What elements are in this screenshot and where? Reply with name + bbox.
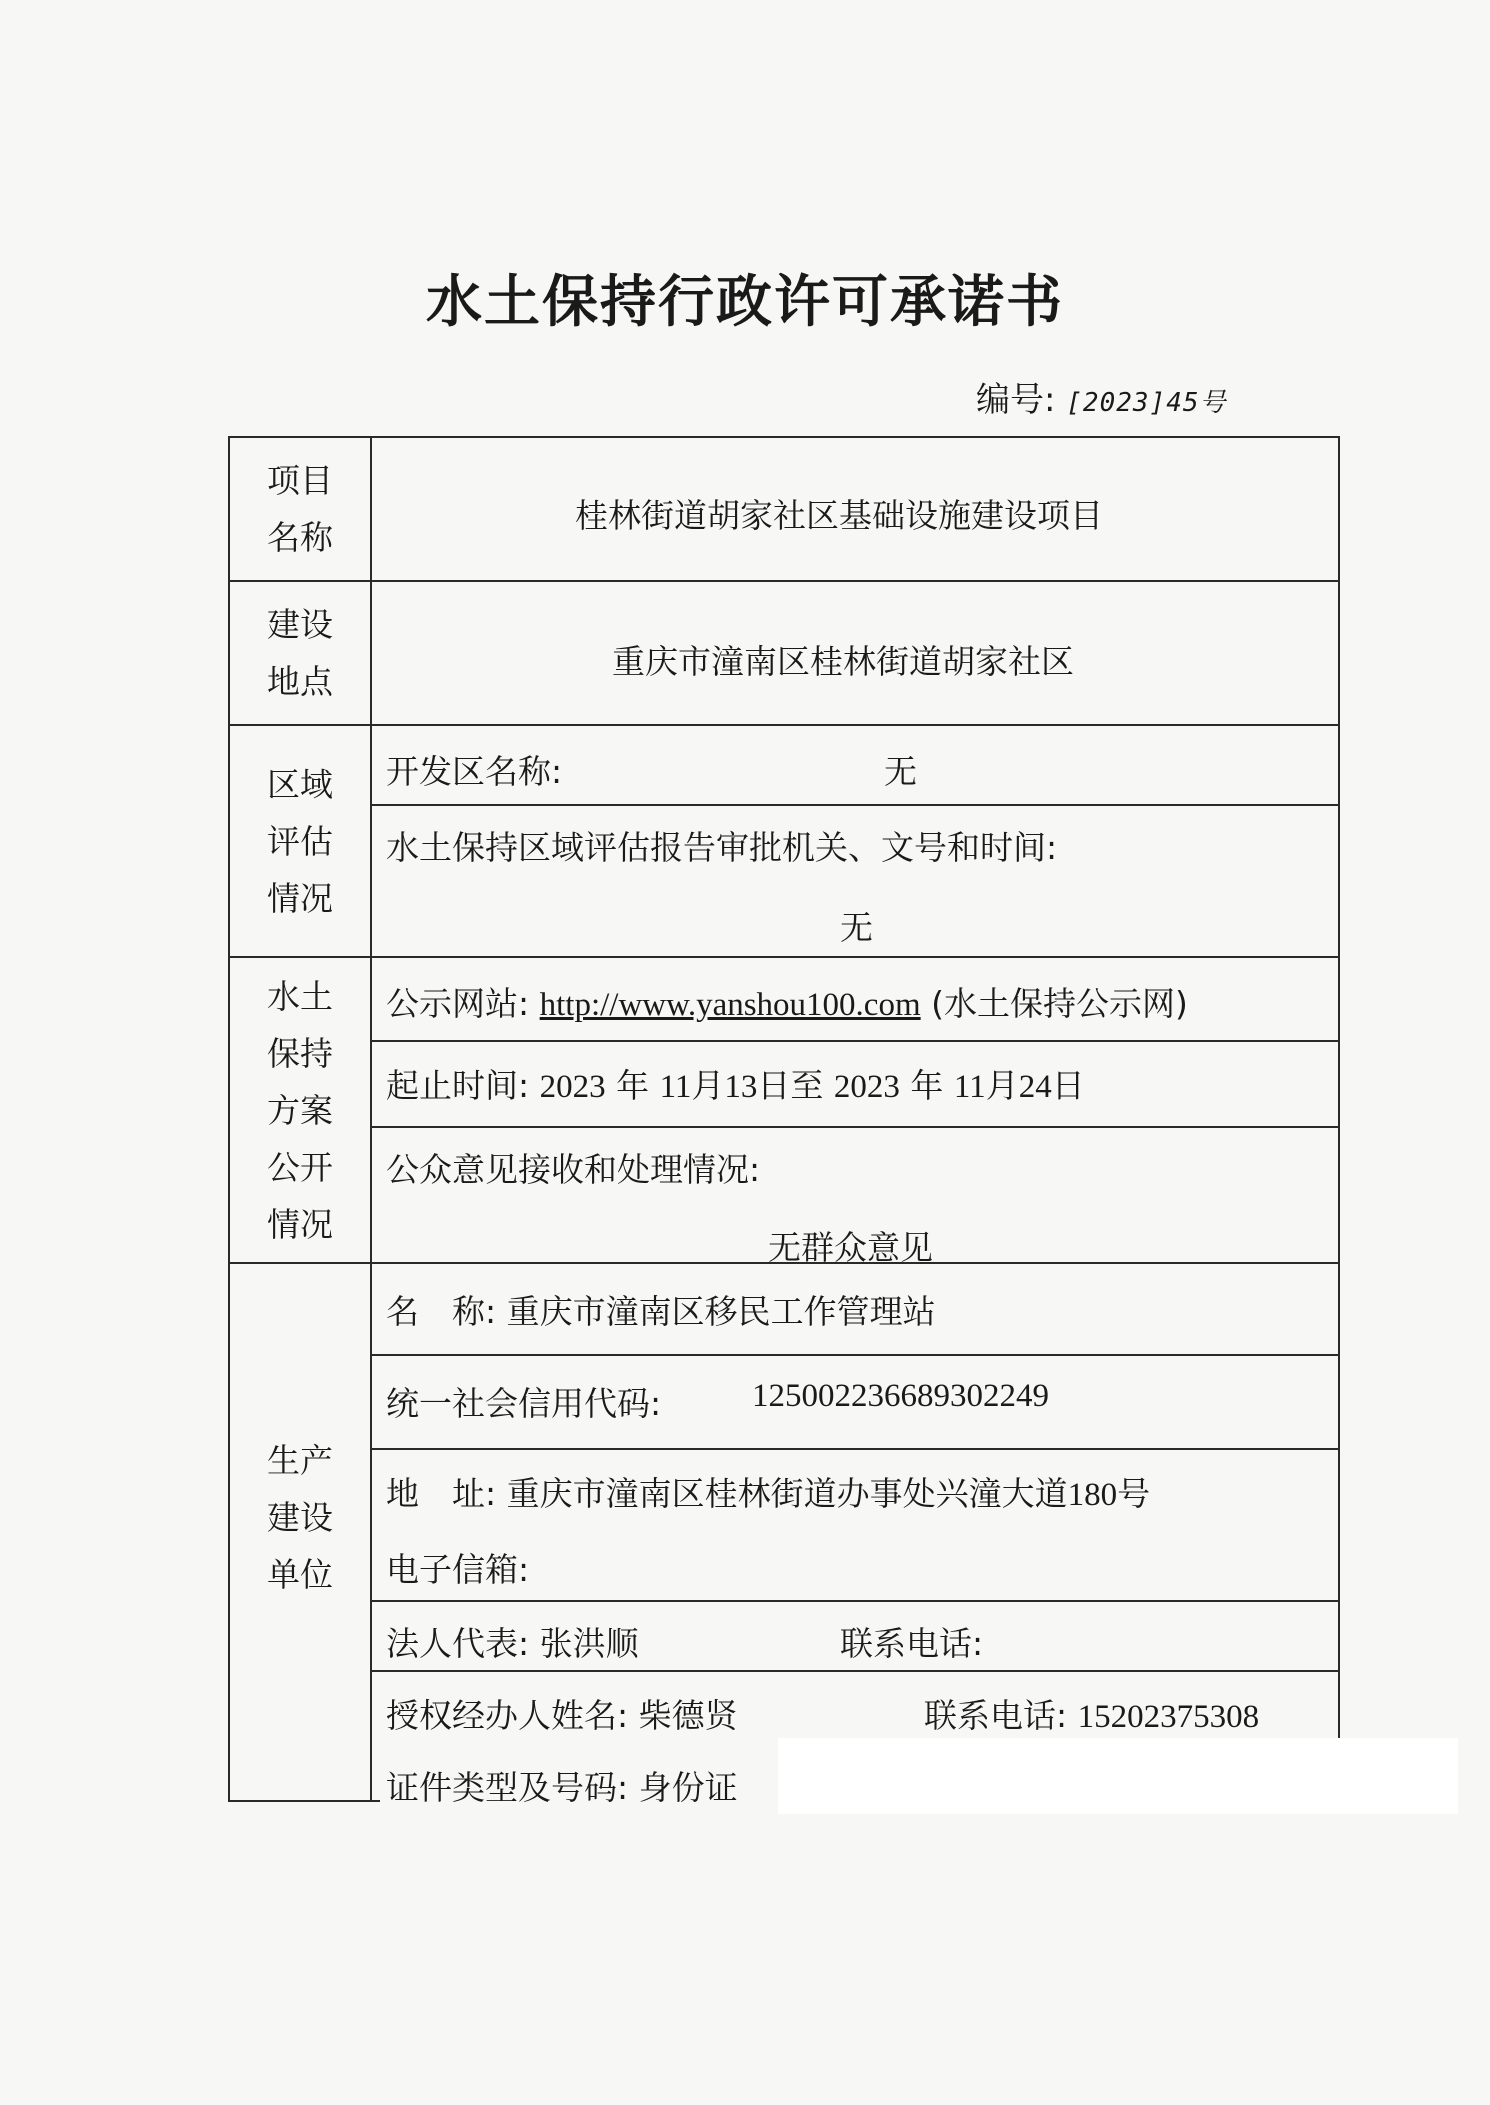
row-divider xyxy=(370,1040,1340,1042)
project-name-value: 桂林街道胡家社区基础设施建设项目 xyxy=(575,496,1103,535)
legal-phone-label: 联系电话: xyxy=(840,1624,984,1663)
label-publicity: 水土 保持 方案 公开 情况 xyxy=(267,977,333,1244)
row-divider xyxy=(370,804,1340,806)
serial-value: [2023]45号 xyxy=(1066,388,1227,418)
table-column-divider xyxy=(370,436,372,1801)
label-region: 区域 评估 情况 xyxy=(267,765,333,918)
unit-name: 名 称: 重庆市潼南区移民工作管理站 xyxy=(386,1292,936,1331)
row-divider xyxy=(228,724,1340,726)
agent-name: 授权经办人姓名: 柴德贤 xyxy=(386,1696,738,1735)
legal-rep: 法人代表: 张洪顺 xyxy=(386,1624,639,1663)
dev-zone-label: 开发区名称: xyxy=(386,752,563,791)
opinion-value: 无群众意见 xyxy=(768,1228,933,1267)
label-unit: 生产 建设 单位 xyxy=(267,1441,333,1594)
row-divider xyxy=(370,1600,1340,1602)
row-divider xyxy=(370,1670,1340,1672)
row-divider xyxy=(228,580,1340,582)
label-site: 建设 地点 xyxy=(267,605,333,701)
row-divider xyxy=(370,1354,1340,1356)
publicity-period: 起止时间: 2023 年 11月13日至 2023 年 11月24日 xyxy=(386,1066,1085,1105)
id-document: 证件类型及号码: 身份证 xyxy=(386,1768,738,1807)
row-divider xyxy=(228,956,1340,958)
agent-phone: 联系电话: 15202375308 xyxy=(924,1696,1260,1735)
dev-zone-value: 无 xyxy=(884,752,917,791)
credit-label: 统一社会信用代码: xyxy=(386,1384,662,1423)
publicity-site: 公示网站: http://www.yanshou100.com (水土保持公示网) xyxy=(386,984,1188,1023)
credit-value: 125002236689302249 xyxy=(752,1378,1049,1414)
redaction-block xyxy=(778,1738,1458,1814)
publicity-site-link[interactable]: http://www.yanshou100.com xyxy=(539,987,921,1023)
table-border-right xyxy=(1338,436,1340,1738)
table-border-bottom xyxy=(228,1800,380,1802)
opinion-label: 公众意见接收和处理情况: xyxy=(386,1150,761,1189)
report-label: 水土保持区域评估报告审批机关、文号和时间: xyxy=(386,828,1058,867)
site-value: 重庆市潼南区桂林街道胡家社区 xyxy=(612,642,1074,681)
unit-address: 地 址: 重庆市潼南区桂林街道办事处兴潼大道180号 xyxy=(386,1474,1151,1513)
report-value: 无 xyxy=(840,908,873,947)
row-divider xyxy=(370,1448,1340,1450)
label-project-name: 项目 名称 xyxy=(267,461,333,557)
document-title: 水土保持行政许可承诺书 xyxy=(426,270,1064,335)
serial-number xyxy=(976,372,1227,421)
serial-label: 编号: xyxy=(976,380,1056,420)
table-border-top xyxy=(228,436,1340,438)
email-label: 电子信箱: xyxy=(386,1550,530,1589)
row-divider xyxy=(370,1126,1340,1128)
